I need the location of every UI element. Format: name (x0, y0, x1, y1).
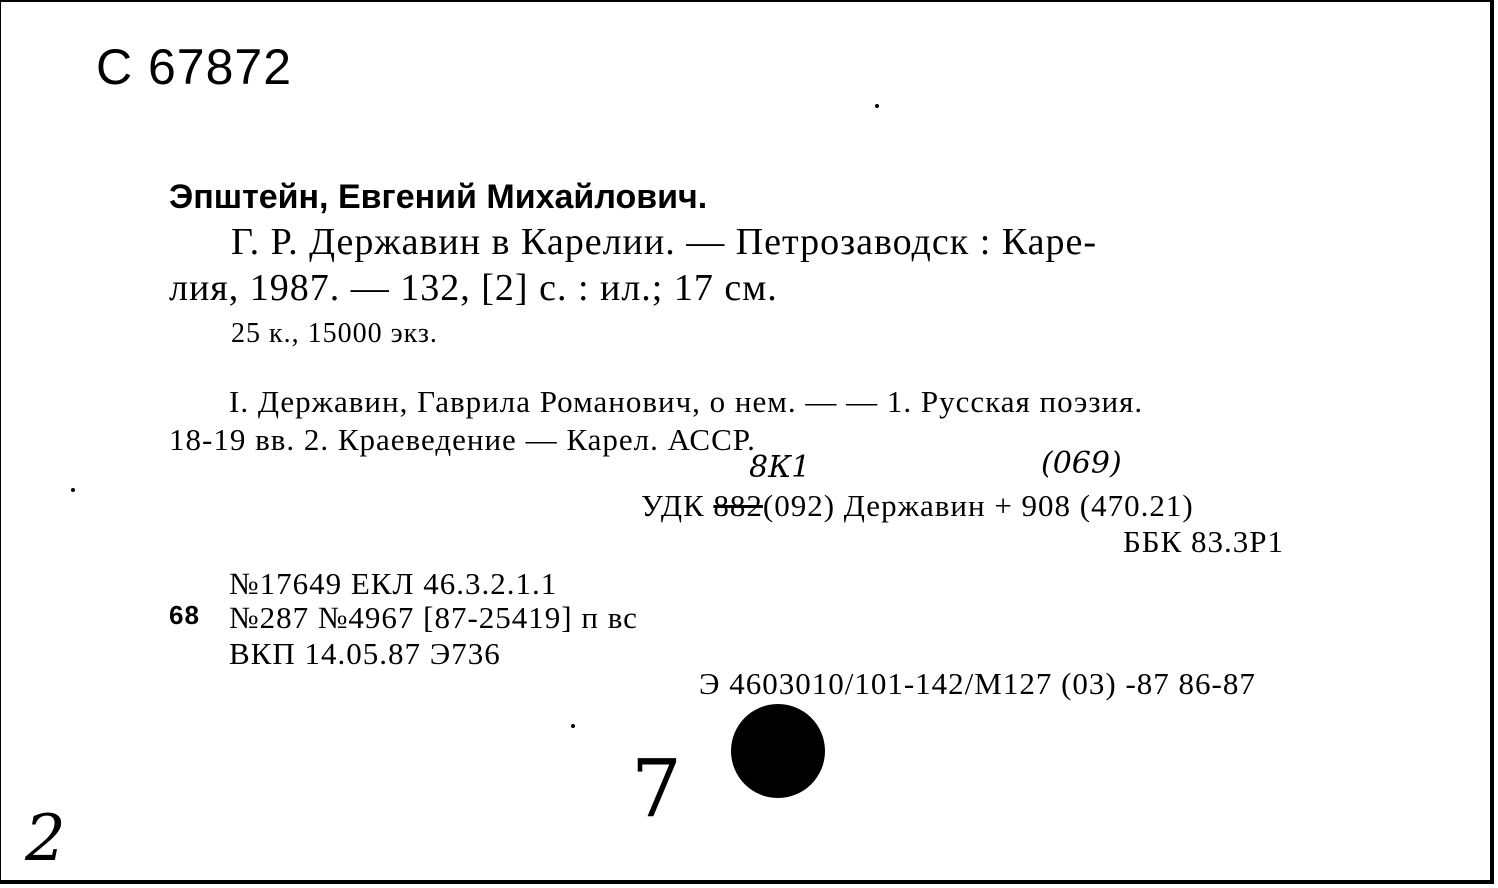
subjects-line-2: 18-19 вв. 2. Краеведение — Карел. АССР. (169, 422, 756, 457)
udk-rest: (092) Державин + 908 (470.21) (762, 488, 1194, 523)
speck (875, 104, 879, 108)
speck (571, 724, 575, 728)
title-line-2: лия, 1987. — 132, [2] с. : ил.; 17 см. (169, 267, 778, 309)
registry-line-1: №17649 ЕКЛ 46.3.2.1.1 (229, 566, 558, 601)
title-line-1: Г. Р. Державин в Карелии. — Петрозаводск : Каре- (231, 221, 1098, 263)
udk-hand-note: (069) (1041, 446, 1122, 481)
code-line: Э 4603010/101-142/М127 (03) -87 86-87 (699, 666, 1256, 701)
author-heading: Эпштейн, Евгений Михайлович. (169, 178, 708, 216)
hand-mark-bottom: 7 (631, 742, 682, 835)
udk-label: УДК (641, 488, 705, 523)
bbk-line: ББК 83.3Р1 (1123, 524, 1285, 559)
punch-hole (731, 704, 825, 798)
registry-line-3: ВКП 14.05.87 Э736 (229, 636, 501, 671)
registry-line-2: №287 №4967 [87-25419] п вс (229, 600, 638, 635)
udk-hand-correction: 8К1 (749, 450, 811, 485)
price-line: 25 к., 15000 экз. (231, 318, 438, 349)
shelf-mark: С 67872 (96, 39, 293, 95)
udk-struck-code: 882 (713, 488, 763, 523)
subjects-line-1: I. Державин, Гаврила Романович, о нем. — — 1. Русская поэзия. (229, 384, 1144, 419)
registry-prefix: 68 (169, 600, 200, 630)
udk-line (641, 488, 1194, 524)
hand-mark-corner: 2 (25, 802, 66, 876)
speck (71, 488, 75, 492)
